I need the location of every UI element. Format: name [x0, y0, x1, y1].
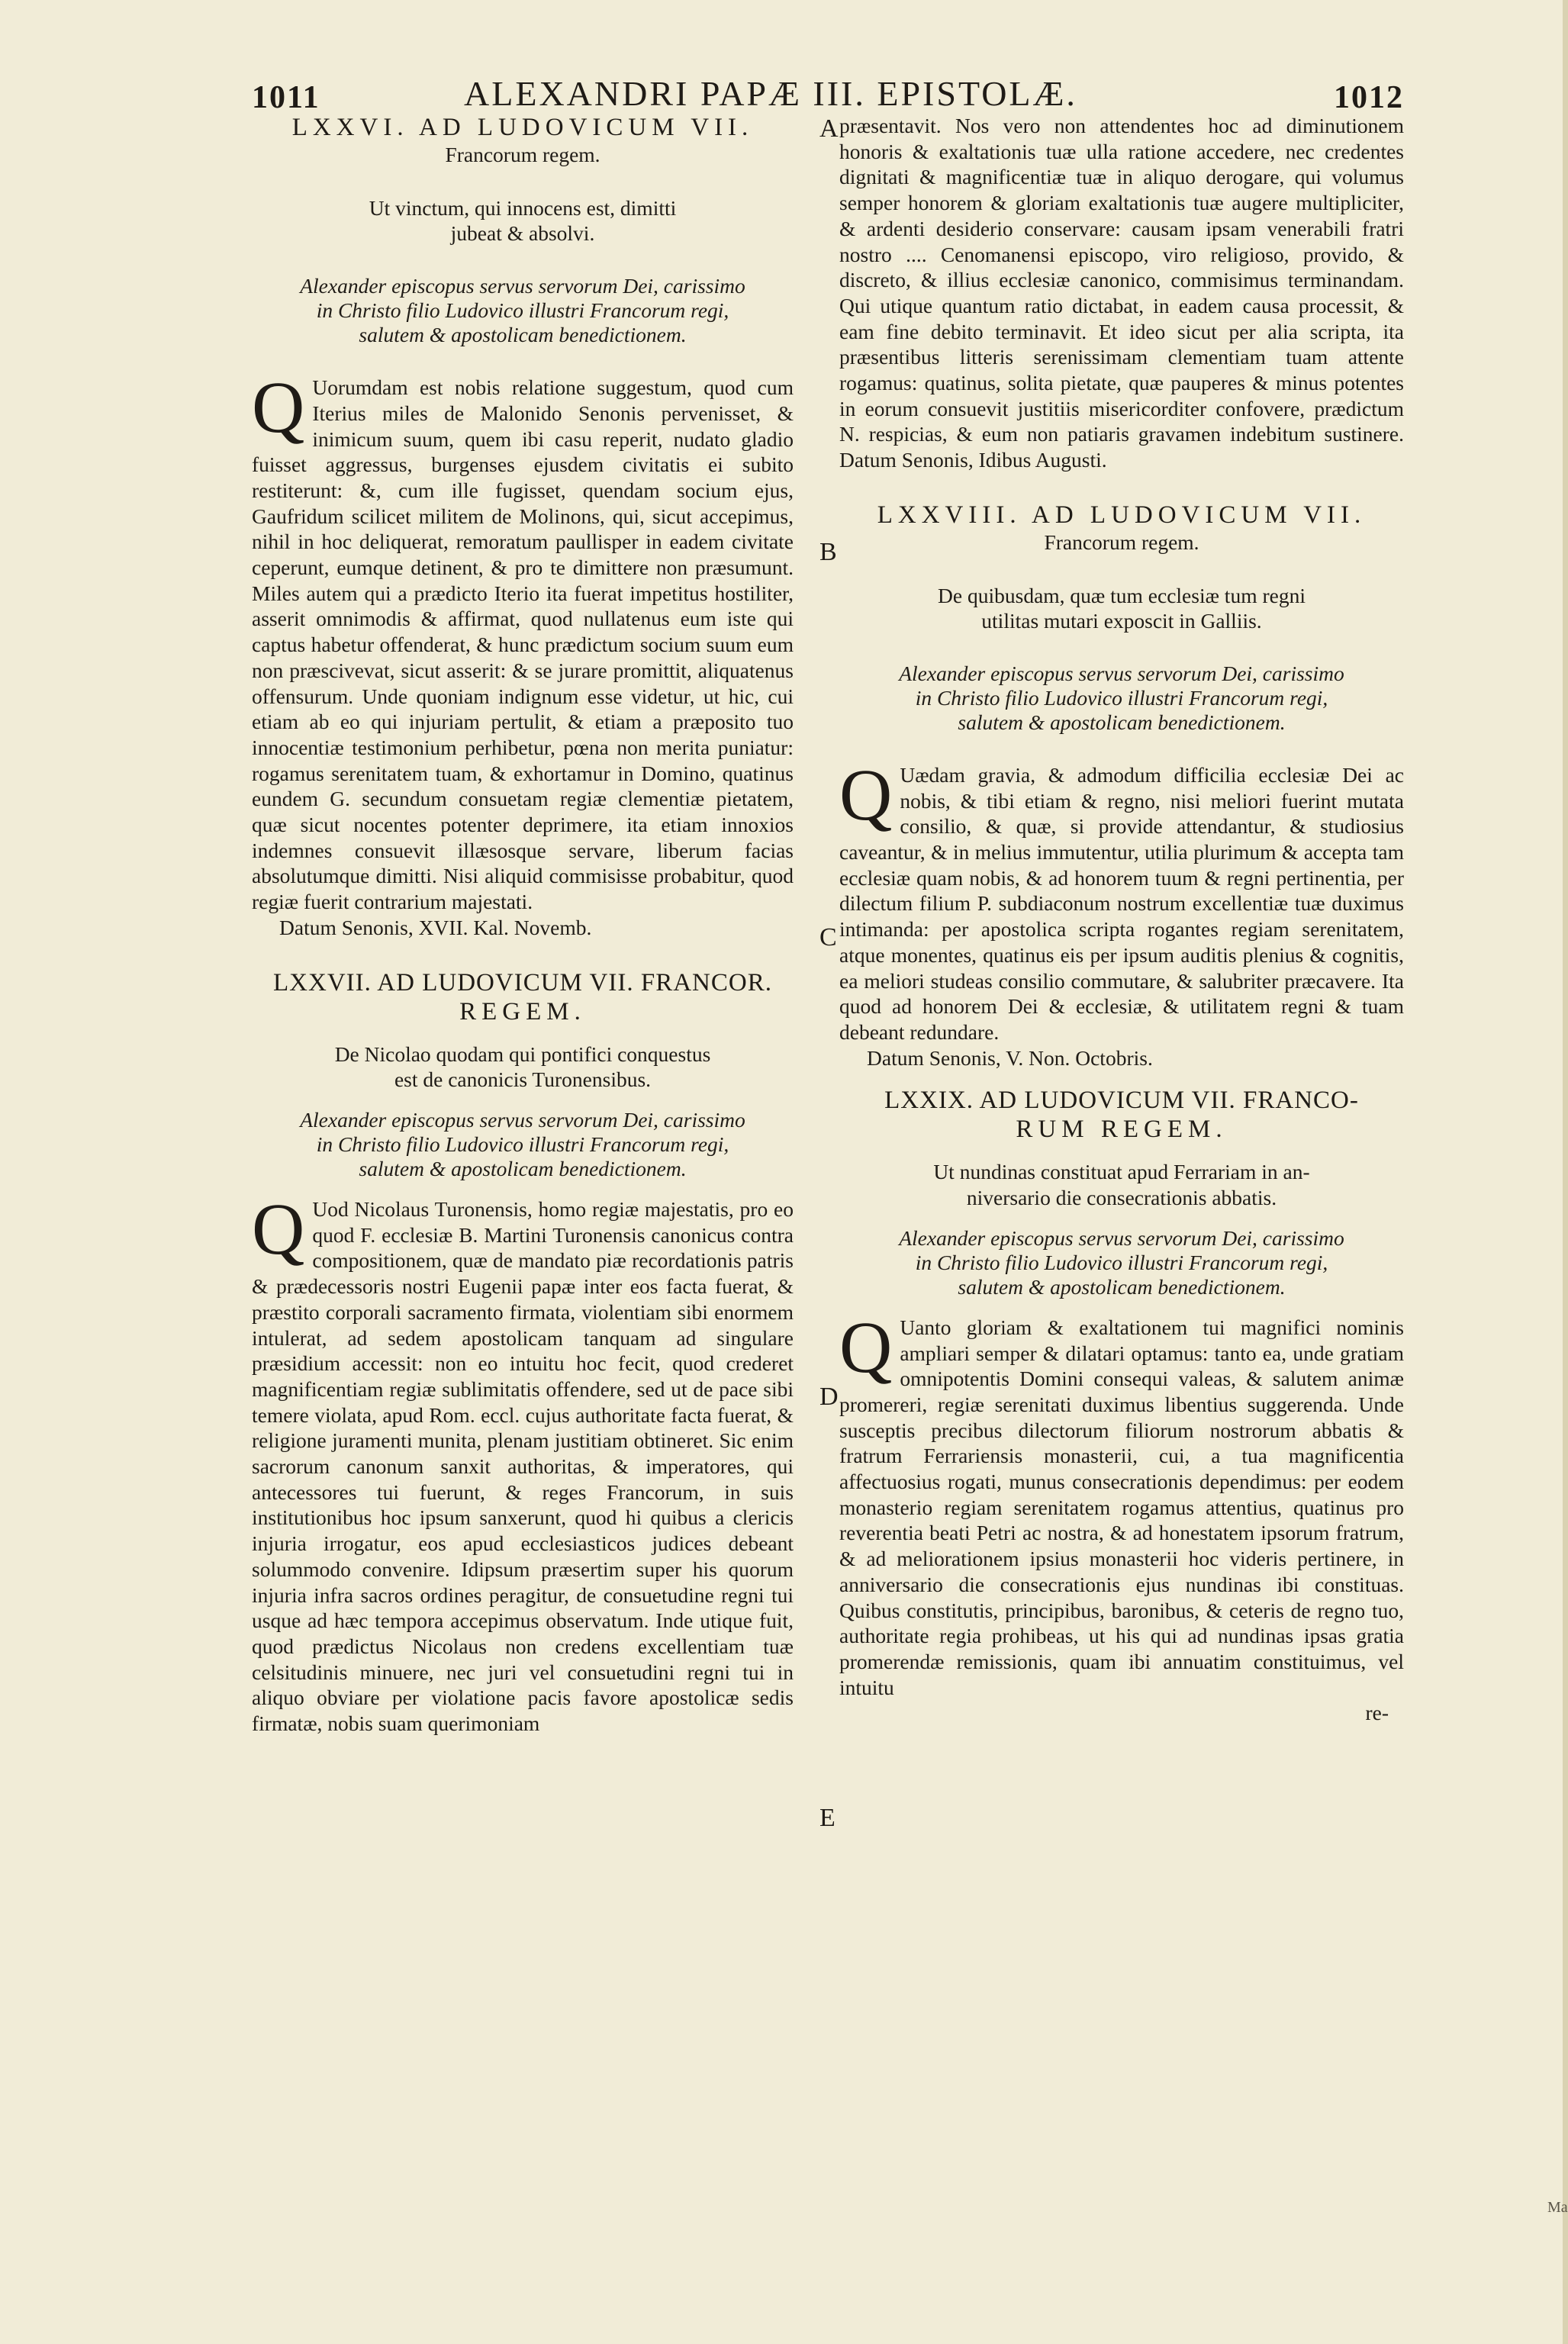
letter-77 [252, 968, 794, 1737]
letter-79-heading: LXXIX. AD LUDOVICUM VII. FRANCO- [884, 1087, 1359, 1115]
letter-79 [839, 1086, 1404, 1726]
margin-letter-b: B [819, 538, 837, 566]
letter-78-summary-2: utilitas mutari exposcit in Galliis. [981, 609, 1262, 633]
left-page-number: 1011 [252, 80, 320, 115]
letter-76-summary-1: Ut vinctum, qui innocens est, dimitti [369, 195, 677, 220]
letter-76-salutation-3: salutem & apostolicam benedictionem. [359, 323, 687, 347]
letter-77-heading: LXXVII. AD LUDOVICUM VII. FRANCOR. [273, 968, 772, 997]
letter-78-heading: LXXVIII. AD LUDOVICUM VII. [877, 501, 1367, 529]
letter-76-body [252, 366, 794, 915]
left-column [252, 113, 794, 1737]
margin-letter-a: A [819, 114, 839, 143]
letter-76-dropcap: Q [252, 366, 305, 449]
margin-letter-e: E [819, 1804, 836, 1832]
letter-79-heading-sub: RUM REGEM. [1016, 1116, 1228, 1144]
letter-76-heading: LXXVI. AD LUDOVICUM VII. [291, 114, 754, 141]
letter-78-salutation-2: in Christo filio Ludovico illustri Francorum regi, [915, 685, 1328, 710]
letter-78-date: Datum Senonis, V. Non. Octobris. [867, 1045, 1153, 1070]
letter-76 [252, 113, 794, 941]
letter-79-text: Uanto gloriam & exaltationem tui magnifici nominis ampliari semper & dilatari optamus: tanto ea, unde gratiam omnipotentis Domini consequi valeas, & salutem animæ promereri, regiæ serenitati duximus libentius suggerenda. Unde susceptis precibus dilectorum filiorum nostrorum abbatis & fratrum Ferrariensis monasterii, cui, a tua magnificentia affectuosius rogati, munus consecrationis dependimus: per eodem monasterio regiam serenitatem rogamus attentius, quatinus pro reverentia beati Petri ac nostra, & ad honestatem ipsorum fratrum, & ad meliorationem ipsius monasterii hoc videris pertinere, in anniversario die consecrationis ejus nundinas ibi constituas. Quibus constitutis, principibus, baronibus, & ceteris de regno tuo, authoritate regia prohibeas, ut his qui ad nundinas ipsas gratia promerendæ remissionis, quam ibi annuatim constituimus, vel intuitu [839, 1315, 1404, 1699]
letter-77-salutation-2: in Christo filio Ludovico illustri Francorum regi, [316, 1132, 729, 1156]
letter-76-text: Uorumdam est nobis relatione suggestum, quod cum Iterius miles de Malonido Senonis pervenisset, & inimicum suum, quem ibi casu reperit, nudato gladio fuisset aggressus, burgenses ejusdem civitatis ei subito restiterunt: &, cum ille fugisset, quendam socium ejus, Gaufridum scilicet militem de Molinons, qui, sicut accepimus, nihil in hoc deliquerat, remoratum paullisper in eadem civitate ceperunt, eumque detinent, & pro te dimittere non præsumunt. Miles autem qui a prædicto Iterio ita fuerat impetitus hostiliter, asserit omnimodis & affirmat, quod nullatenus eum iste qui captus habetur offenderat, & hunc prædictum socium suum eum non præscivevat, sicut asserit: & se jurare promittit, aliquatenus offensurum. Unde quoniam indignum esse videtur, ut hic, cui etiam ab eo qui injuriam pertulit, & etiam a præposito tuo innocentiæ testimonium perhibetur, pœna non merita puniatur: rogamus serenitatem tuam, & exhortamur in Domino, quatinus eundem G. secundum consuetam regiæ clementiæ pietatem, quæ sicut nocentes potenter deprimere, ita etiam innoxios indemnes consuevit illæsosque servare, liberum facias absolutumque dimitti. Nisi aliquid commisisse probabitur, quod regiæ fuerit contrarium majestati. [252, 375, 794, 914]
letter-78-body [839, 753, 1404, 1045]
letter-77-heading-sub: REGEM. [459, 997, 586, 1026]
letter-77-continuation: præsentavit. Nos vero non attendentes hoc ad diminutionem honoris & exaltationis tuæ ulla ratione accedere, nec credentes dignitati & magnificentiæ tuæ in aliquo derogare, qui volumus semper honorem & gloriam exaltationis tuæ augere multipliciter, & ardenti desiderio conservare: causam ipsam venerabili fratri nostro .... Cenomanensi episcopo, viro religioso, provido, & discreto, & illius ecclesiæ canonico, commisimus terminandam. Qui utique quantum ratio dictabat, in eadem causa processit, & eam fine debito terminavit. Et ideo sicut per alia scripta, ita præsentibus litteris serenissimam clementiam tuam attente rogamus: quatinus, solita pietate, quæ pauperes & minus potentes in eorum consuevit justitiis misericorditer confovere, prædictum N. respicias, & eum non patiaris gravamen indebitum sustinere. Datum Senonis, Idibus Augusti. [839, 114, 1404, 472]
letter-79-salutation-2: in Christo filio Ludovico illustri Francorum regi, [915, 1250, 1328, 1274]
letter-77-dropcap: Q [252, 1187, 305, 1270]
letter-78 [839, 501, 1404, 1071]
letter-78-summary-1: De quibusdam, quæ tum ecclesiæ tum regni [938, 583, 1306, 607]
letter-76-salutation-1: Alexander episcopus servus servorum Dei, carissimo [300, 274, 745, 298]
catchword: re- [1365, 1701, 1389, 1725]
letter-77-text: Uod Nicolaus Turonensis, homo regiæ majestatis, pro eo quod F. ecclesiæ B. Martini Turonensis canonicus contra compositionem, quæ de mandato piæ recordationis patris & prædecessoris nostri Eugenii papæ inter eos facta fuerat, & præstito corporali sacramento firmata, violentiam sibi enormem intulerat, ad sedem apostolicam tanquam ad singulare præsidium accessit: non eo intuitu hoc fecit, quod crederet magnificentiam regiæ sublimitatis offendere, sed ut de pace sibi temere violata, apud Rom. eccl. cujus authoritate facta fuerat, & religione juramenti munita, plenam justitiam obtineret. Sic enim sacrorum canonum sanxit authoritas, & imperatores, qui antecessores tui fuerunt, & reges Francorum, in suis institutionibus hoc ipsum sanxerunt, quod hi quibus a clericis injuria irrogatur, eos apud ecclesiasticos judices debeant solummodo convenire. Idipsum præsertim super his quorum injuria infra sacros ordines peragitur, de consuetudine regni tui usque ad hæc tempora accepimus observatum. Inde utique fuit, quod prædictus Nicolaus non credens excellentiam tuæ celsitudinis minuere, nec juri vel consuetudini regni tui in aliquo obviare per violatione pacis favore apostolicæ sedis firmatæ, nobis suam querimoniam [252, 1196, 794, 1736]
margin-letter-c: C [819, 923, 837, 951]
running-head-title: ALEXANDRI PAPÆ III. EPISTOLÆ. [464, 74, 1077, 113]
letter-79-summary-1: Ut nundinas constituat apud Ferrariam in an- [933, 1160, 1310, 1184]
letter-77-salutation-1: Alexander episcopus servus servorum Dei, carissimo [300, 1107, 745, 1132]
right-page-number: 1012 [1334, 80, 1404, 115]
letter-76-summary-2: jubeat & absolvi. [450, 221, 595, 246]
letter-78-dropcap: Q [839, 753, 893, 836]
right-column [839, 113, 1404, 1726]
margin-letter-d: D [819, 1383, 839, 1411]
letter-77-summary-1: De Nicolao quodam qui pontifici conquestus [334, 1042, 711, 1066]
letter-79-salutation-3: salutem & apostolicam benedictionem. [958, 1274, 1286, 1299]
letter-76-heading-sub: Francorum regem. [445, 143, 600, 166]
letter-78-salutation-3: salutem & apostolicam benedictionem. [958, 710, 1286, 734]
letter-79-body [839, 1306, 1404, 1701]
edge-mark: Ma [1547, 2199, 1568, 2216]
letter-79-dropcap: Q [839, 1306, 893, 1388]
letter-78-salutation-1: Alexander episcopus servus servorum Dei, carissimo [899, 661, 1344, 685]
letter-77-body [252, 1187, 794, 1737]
letter-79-salutation-1: Alexander episcopus servus servorum Dei, carissimo [899, 1225, 1344, 1250]
letter-76-salutation-2: in Christo filio Ludovico illustri Francorum regi, [316, 298, 729, 323]
letter-78-heading-sub: Francorum regem. [1044, 530, 1199, 554]
letter-77-salutation-3: salutem & apostolicam benedictionem. [359, 1156, 687, 1180]
letter-79-summary-2: niversario die consecrationis abbatis. [966, 1186, 1277, 1210]
letter-78-text: Uædam gravia, & admodum difficilia ecclesiæ Dei ac nobis, & tibi etiam & regno, nisi meliori fuerint mutata consilio, & quæ, si provide attendantur, & studiosius caveantur, & in melius immutentur, utilia plurimum & accepta tam ecclesiæ quam nobis, & ad honorem tuum & regni pertinentia, per dilectum filium P. subdiaconum nostrum excellentiæ tuæ duximus intimanda: per apostolica scripta rogantes regiam serenitatem, atque monentes, quatinus eis per ipsum auditis plenius & cognitis, ea meliori studeas consilio commutare, & salubriter præcavere. Ita quod ad honorem Dei & ecclesiæ, & utilitatem regni & tuam debeant redundare. [839, 762, 1404, 1044]
letter-77-summary-2: est de canonicis Turonensibus. [394, 1067, 652, 1092]
letter-76-date: Datum Senonis, XVII. Kal. Novemb. [279, 915, 592, 939]
